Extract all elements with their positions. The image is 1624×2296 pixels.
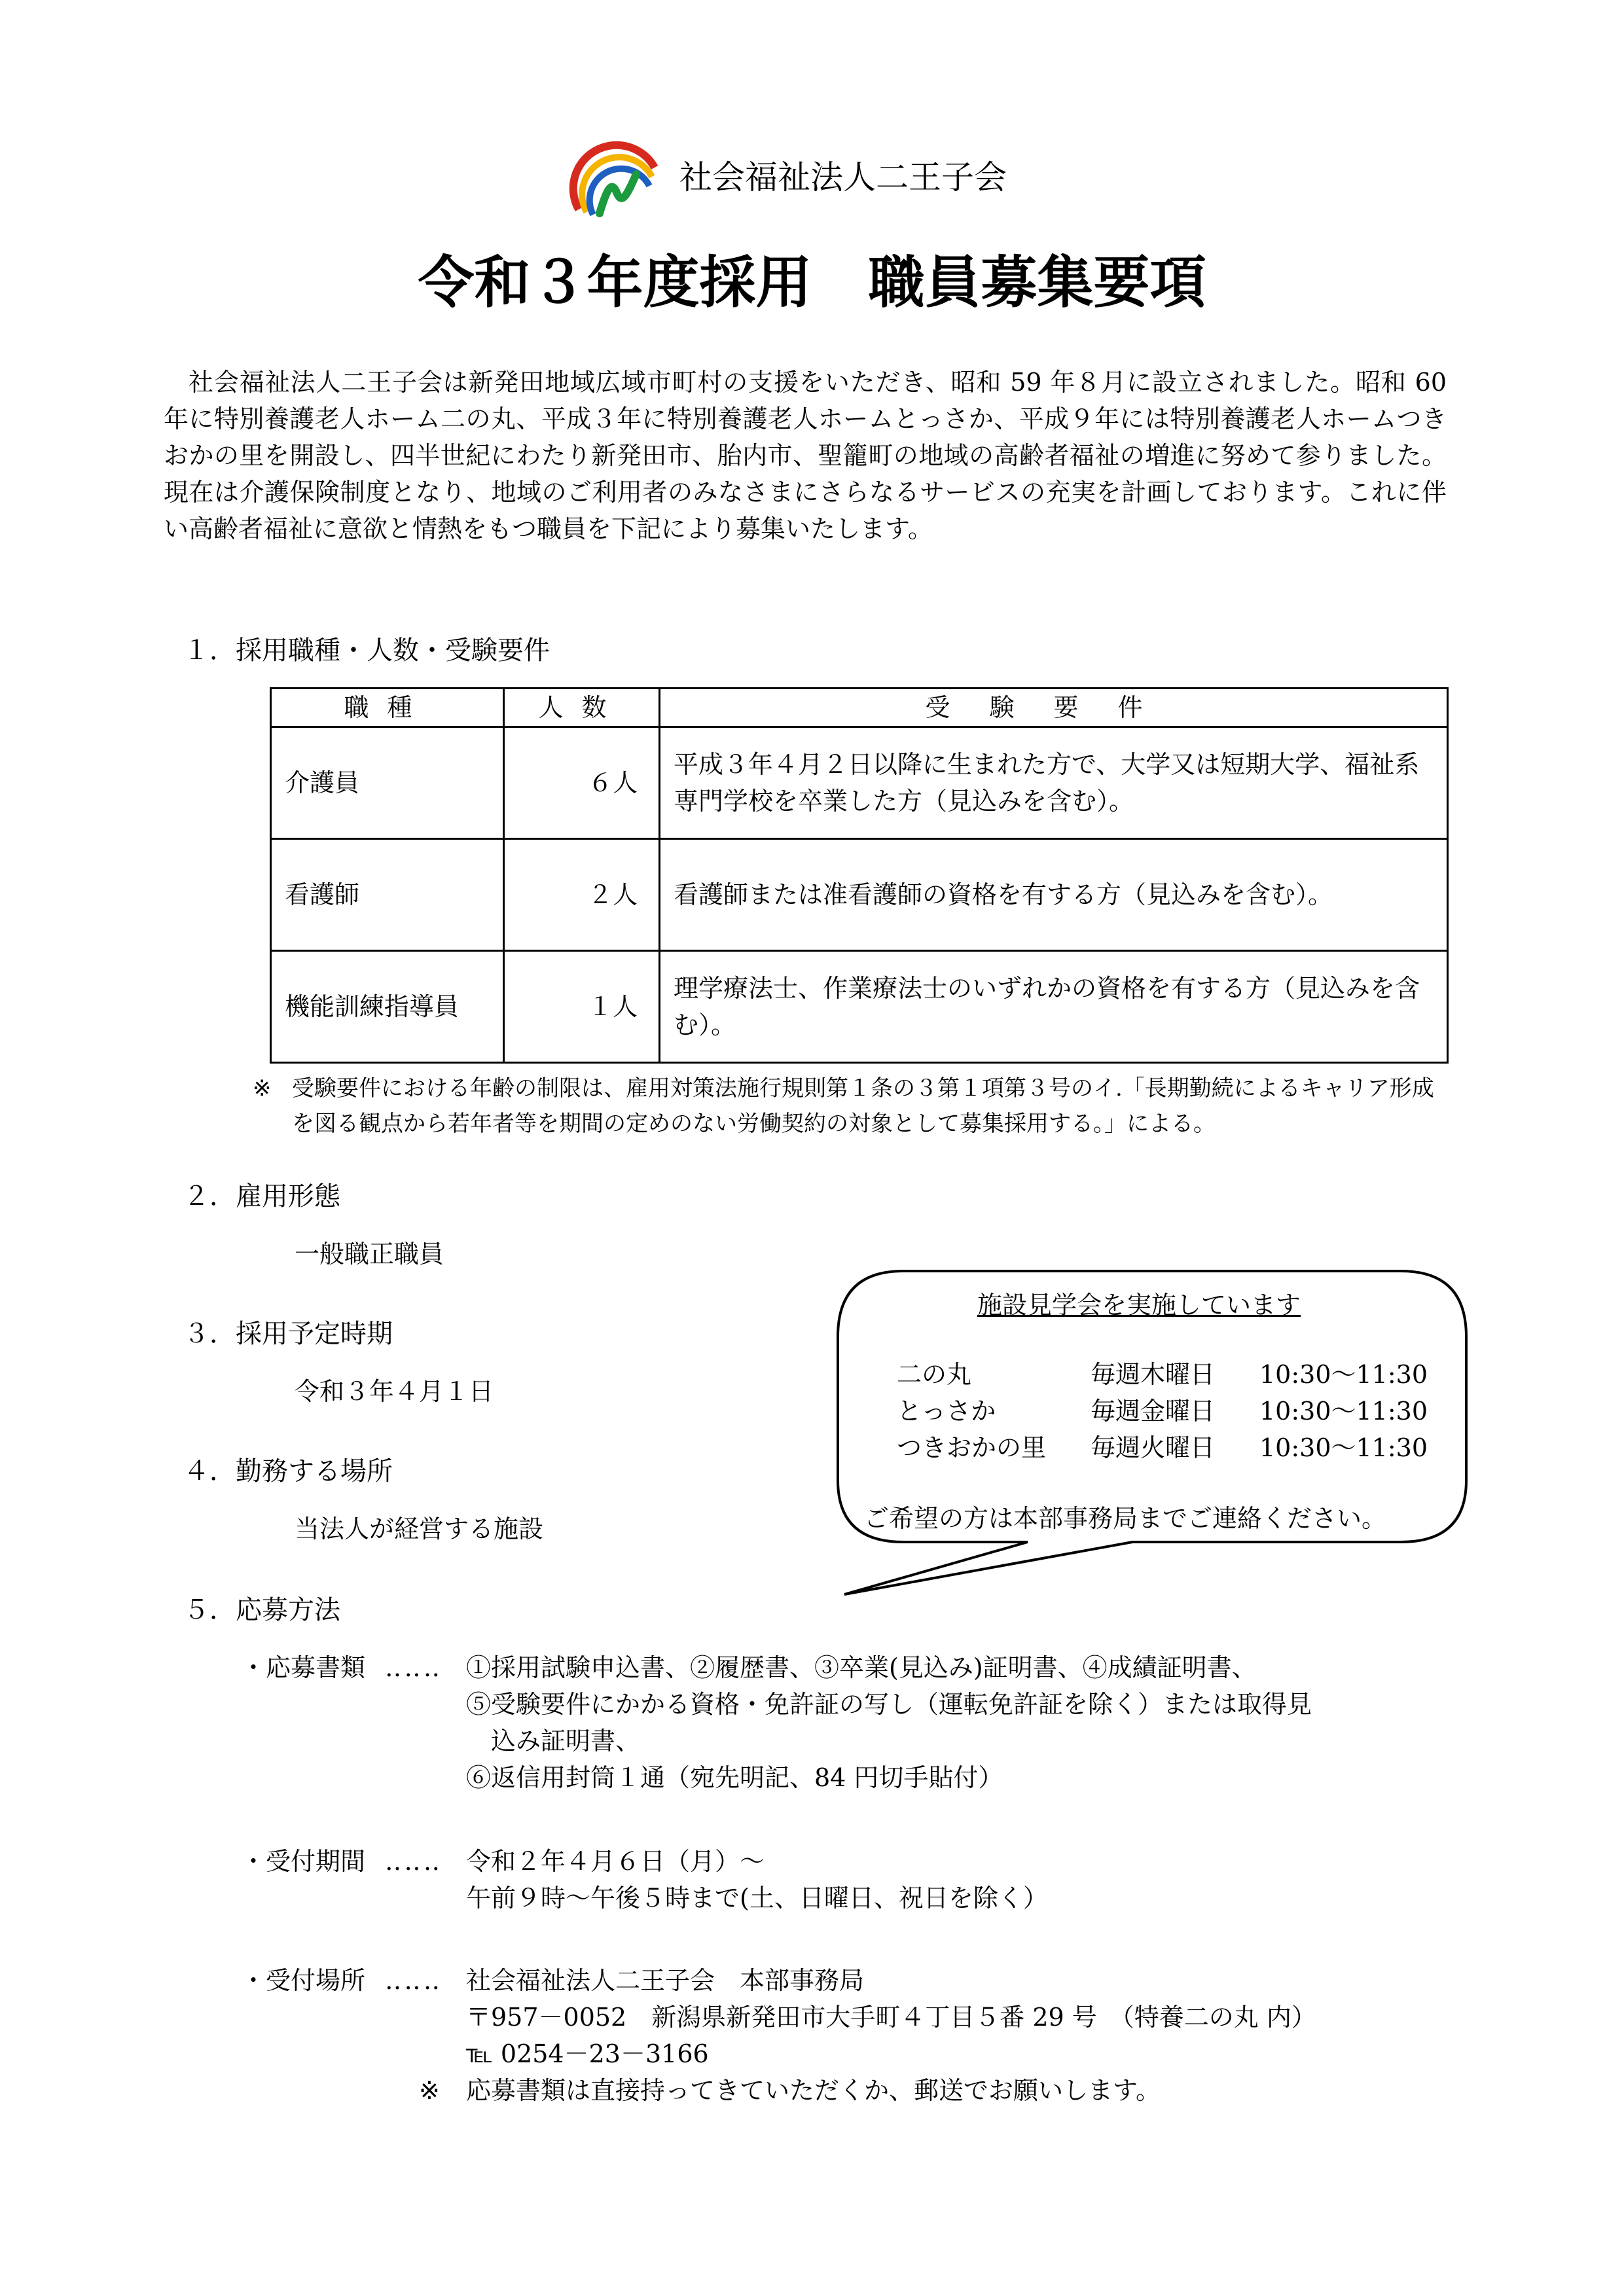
- place-dots: ‥‥‥: [385, 1966, 443, 1995]
- intro-paragraph: [164, 364, 1447, 547]
- requirements-table: [270, 687, 1449, 1064]
- schedule-day: 毎週木曜日: [1091, 1360, 1216, 1389]
- table-note: [253, 1071, 1451, 1141]
- documents-dots: ‥‥‥: [385, 1653, 443, 1682]
- documents-label: ・応募書類: [241, 1653, 366, 1682]
- intro-text: 社会福祉法人二王子会は新発田地域広域市町村の支援をいただき、昭和 59 年８月に設立されました。昭和 60 年に特別養護老人ホーム二の丸、平成３年に特別養護老人ホームとっさか、平成９年には特別養護老人ホームつきおかの里を開設し、四半世紀にわたり新発田市、胎内市、聖籠町の地域の高齢者福祉の増進に努めて参りました。現在は介護保険制度となり、地域のご利用者のみなさまにさらなるサービスの充実を計画しております。これに伴い高齢者福祉に意欲と情熱をもつ職員を下記により募集いたします。: [164, 368, 1447, 543]
- schedule-time: 10:30～11:30: [1259, 1433, 1428, 1462]
- documents-line: ⑥返信用封筒１通（宛先明記、84 円切手貼付）: [466, 1763, 1003, 1792]
- page-title: 令和３年度採用 職員募集要項: [418, 249, 1206, 315]
- table-header-row: [271, 689, 1448, 727]
- note-text: 受験要件における年齢の制限は、雇用対策法施行規則第１条の３第１項第３号のイ.「長期勤続によるキャリア形成を図る観点から若年者等を期間の定めのない労働契約の対象として募集採用する。」による。: [292, 1075, 1434, 1137]
- section5-note-mark: ※: [419, 2076, 440, 2105]
- section4-body: 当法人が経営する施設: [295, 1515, 544, 1543]
- cell-count: １人: [504, 951, 660, 1063]
- section1-heading: １．採用職種・人数・受験要件: [183, 636, 550, 666]
- schedule-facility: とっさか: [897, 1397, 996, 1426]
- organization-logo: [568, 131, 661, 224]
- documents-line: 込み証明書、: [491, 1727, 641, 1755]
- schedule-time: 10:30～11:30: [1259, 1397, 1428, 1426]
- table-row: [271, 839, 1448, 951]
- section5-note: 応募書類は直接持ってきていただくか、郵送でお願いします。: [466, 2076, 1161, 2105]
- table-row: [271, 727, 1448, 839]
- cell-requirements: 看護師または准看護師の資格を有する方（見込みを含む）。: [660, 839, 1448, 951]
- section2-body: 一般職正職員: [295, 1240, 444, 1268]
- bubble-title-text: 施設見学会を実施しています: [977, 1291, 1301, 1319]
- period-line: 令和２年４月６日（月）～: [466, 1847, 765, 1876]
- place-label: ・受付場所: [241, 1966, 366, 1995]
- cell-job: 機能訓練指導員: [271, 951, 504, 1063]
- schedule-facility: つきおかの里: [897, 1433, 1047, 1462]
- place-line: 社会福祉法人二王子会 本部事務局: [466, 1966, 865, 1995]
- cell-requirements: 平成３年４月２日以降に生まれた方で、大学又は短期大学、福祉系専門学校を卒業した方（見込みを含む）。: [660, 727, 1448, 839]
- documents-line: ①採用試験申込書、②履歴書、③卒業(見込み)証明書、④成績証明書、: [466, 1653, 1257, 1682]
- section3-body: 令和３年４月１日: [295, 1377, 494, 1406]
- period-line: 午前９時～午後５時まで(土、日曜日、祝日を除く）: [466, 1884, 1048, 1912]
- organization-name: 社会福祉法人二王子会: [679, 158, 1007, 196]
- documents-line: ⑤受験要件にかかる資格・免許証の写し（運転免許証を除く）または取得見: [466, 1690, 1312, 1719]
- period-label: ・受付期間: [241, 1847, 366, 1876]
- cell-job: 看護師: [271, 839, 504, 951]
- bubble-title: [831, 1287, 1447, 1323]
- cell-requirements: 理学療法士、作業療法士のいずれかの資格を有する方（見込みを含む）。: [660, 951, 1448, 1063]
- cell-job: 介護員: [271, 727, 504, 839]
- schedule-day: 毎週火曜日: [1091, 1433, 1216, 1462]
- note-mark: ※: [253, 1075, 272, 1102]
- header-job: 職種: [271, 689, 504, 727]
- schedule-day: 毎週金曜日: [1091, 1397, 1216, 1426]
- place-line: 〒957－0052 新潟県新発田市大手町４丁目５番 29 号 （特養二の丸 内）: [466, 2003, 1316, 2032]
- section3-heading: ３．採用予定時期: [183, 1319, 393, 1349]
- table-row: [271, 951, 1448, 1063]
- period-dots: ‥‥‥: [385, 1847, 443, 1876]
- cell-count: ６人: [504, 727, 660, 839]
- section5-heading: ５．応募方法: [183, 1595, 340, 1625]
- bubble-footer: ご希望の方は本部事務局までご連絡ください。: [864, 1504, 1387, 1533]
- header-requirements: 受験要件: [660, 689, 1448, 727]
- header-count: 人数: [504, 689, 660, 727]
- place-line: ℡ 0254－23－3166: [466, 2039, 709, 2068]
- section4-heading: ４．勤務する場所: [183, 1456, 393, 1486]
- section2-heading: ２．雇用形態: [183, 1181, 340, 1211]
- cell-count: ２人: [504, 839, 660, 951]
- schedule-time: 10:30～11:30: [1259, 1360, 1428, 1389]
- schedule-facility: 二の丸: [897, 1360, 972, 1389]
